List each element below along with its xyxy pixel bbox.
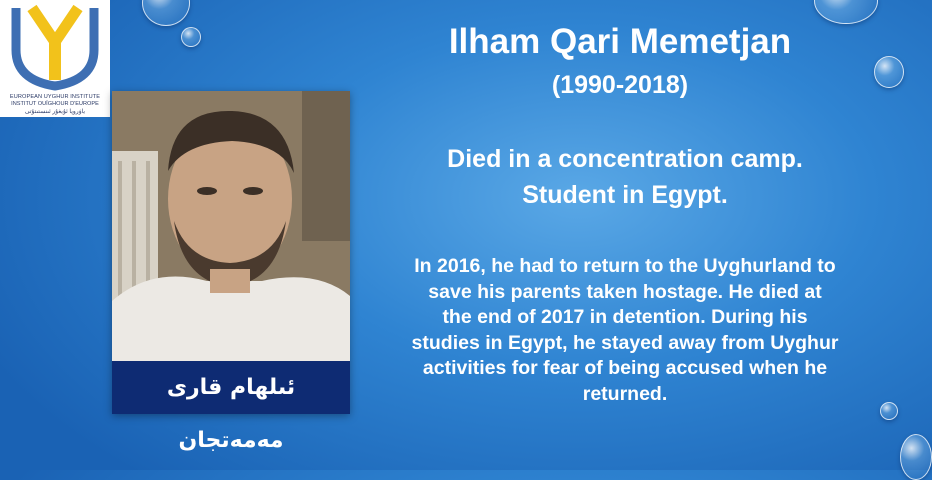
uyghur-institute-emblem-icon: [10, 2, 100, 94]
logo-text-english: EUROPEAN UYGHUR INSTITUTE: [9, 94, 101, 100]
life-years: (1990-2018): [551, 71, 689, 99]
logo-text-french: INSTITUT OUÏGHOUR D'EUROPE: [11, 101, 99, 107]
page-title: Ilham Qari Memetjan: [448, 22, 792, 61]
portrait-image: [112, 91, 350, 361]
water-drop-decoration: [142, 0, 190, 26]
water-drop-decoration: [181, 27, 201, 47]
biography-line: activities for fear of being accused when he: [422, 357, 828, 380]
biography-line: the end of 2017 in detention. During his: [442, 306, 808, 329]
subtitle-line-1: Died in a concentration camp.: [447, 145, 803, 173]
biography-line: In 2016, he had to return to the Uyghurland to: [414, 255, 836, 277]
logo-text-uyghur: ياۋروپا ئۇيغۇر ئىنستىتۇتى: [24, 109, 86, 115]
biography-text: [360, 254, 890, 408]
biography-line: save his parents taken hostage. He died at: [428, 280, 822, 303]
water-drop-decoration: [900, 434, 932, 480]
biography-line: returned.: [582, 382, 668, 405]
institute-logo: [0, 0, 110, 117]
subtitle-line-2: Student in Egypt.: [522, 181, 728, 209]
uyghur-name-caption: ئىلھام قارى مەمەتجان: [112, 361, 350, 414]
biography-line: studies in Egypt, he stayed away from Uyghur: [411, 331, 839, 354]
portrait-photo: [112, 91, 350, 453]
